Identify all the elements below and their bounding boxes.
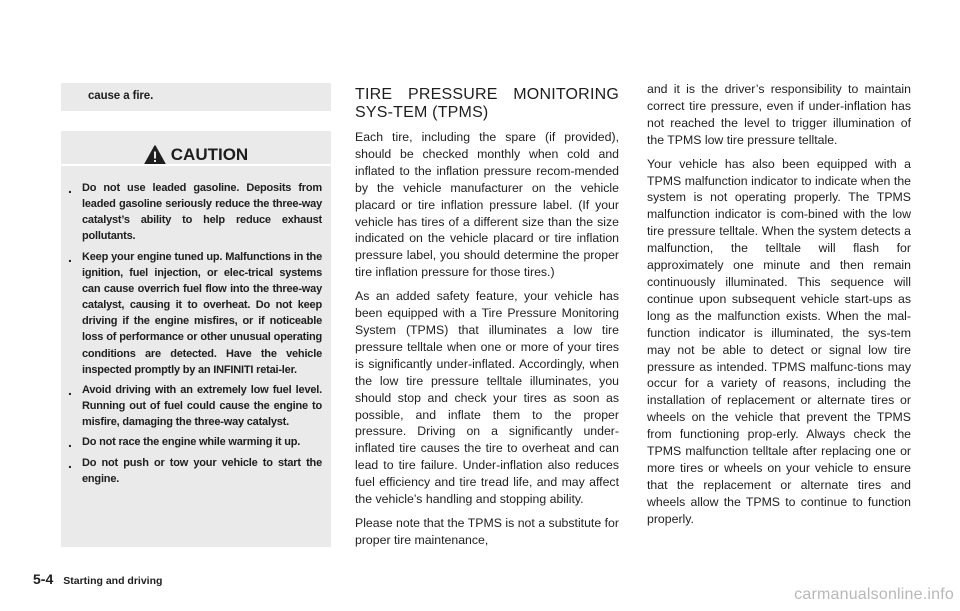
bullet-dot: .: [68, 381, 72, 398]
caution-bullet-text: Do not race the engine while warming it up.: [82, 436, 301, 449]
caution-bullet-text: Keep your engine tuned up. Malfunctions in the ignition, fuel injection, or elec-trical systems can cause overrich fuel flow into the three-way catalyst, causing it to overheat. Do not keep driving if the engine misfires, or if noticeable loss of performance or other unusual operating conditions are detected. Have the vehicle inspected promptly by an INFINITI retai-ler.: [82, 250, 322, 376]
body-paragraph: Each tire, including the spare (if provided), should be checked monthly when cold and inflated to the inflation pressure recom-mended by the vehicle manufacturer on the vehicle placard or tire inflation pressure label. (If your vehicle has tires of a different size than the size indicated on the vehicle placard or tire inflation pressure label, you should determine the proper tire inflation pressure for those tires.): [355, 130, 619, 280]
page-footer: [33, 571, 162, 587]
bullet-dot: .: [68, 434, 72, 451]
body-paragraph: As an added safety feature, your vehicle has been equipped with a Tire Pressure Monitoring System (TPMS) that illuminates a low tire pressure telltale when one or more of your tires is significantly under-inflated. Accordingly, when the low tire pressure telltale illuminates, you should stop and check your tires as soon as possible, and inflate them to the proper pressure. Driving on a significantly under-inflated tire causes the tire to overheat and can lead to tire failure. Under-inflation also reduces fuel efficiency and tire tread life, and may affect the vehicle’s handling and stopping ability.: [355, 289, 619, 507]
body-paragraph: and it is the driver’s responsibility to maintain correct tire pressure, even if under-inflation has not reached the level to trigger illumination of the TPMS low tire pressure telltale.: [647, 82, 911, 147]
body-paragraph: Please note that the TPMS is not a substitute for proper tire maintenance,: [355, 515, 619, 547]
right-column: [647, 81, 911, 535]
top-note-text: cause a fire.: [88, 90, 154, 102]
section-title: TIRE PRESSURE MONITORING SYS-TEM (TPMS): [355, 86, 619, 121]
bullet-dot: .: [68, 248, 72, 265]
caution-bullet-list: [66, 180, 322, 491]
watermark: carmanualsonline.info: [794, 586, 954, 603]
page-number: 5-4: [33, 571, 54, 587]
bullet-dot: .: [68, 180, 72, 196]
caution-bullet-item: [66, 382, 322, 430]
warning-triangle-icon: [144, 145, 166, 165]
caution-bullet-item: [66, 455, 322, 487]
caution-bullet-item: [66, 249, 322, 378]
caution-divider: [61, 164, 331, 166]
caution-bullet-text: Avoid driving with an extremely low fuel level. Running out of fuel could cause the engine to misfire, damaging the three-way catalyst.: [82, 383, 322, 429]
section-name: Starting and driving: [63, 575, 163, 587]
caution-bullet-text: Do not push or tow your vehicle to start the engine.: [82, 456, 322, 485]
bullet-dot: .: [68, 454, 72, 471]
caution-bullet-item: [66, 180, 322, 245]
caution-bullet-text: Do not use leaded gasoline. Deposits from leaded gasoline seriously reduce the three-way catalyst’s ability to help reduce exhaust pollutants.: [82, 182, 322, 243]
caution-title: CAUTION: [170, 145, 249, 164]
body-paragraph: Your vehicle has also been equipped with a TPMS malfunction indicator to indicate when the system is not operating properly. The TPMS malfunction indicator is com-bined with the low tire pressure telltale. When the system detects a malfunction, the telltale will flash for approximately one minute and then remain continuously illuminated. This sequence will continue upon subsequent vehicle start-ups as long as the malfunction exists. When the mal-function indicator is illuminated, the sys-tem may not be able to detect or signal low tire pressure as intended. TPMS malfunc-tions may occur for a variety of reasons, including the installation of replacement or alternate tires or wheels on the vehicle that prevent the TPMS from functioning prop-erly. Always check the TPMS malfunction telltale after replacing one or more tires or wheels on your vehicle to ensure that the replacement or alternate tires and wheels allow the TPMS to continue to function properly.: [647, 156, 911, 526]
middle-column: [355, 81, 619, 556]
caution-bullet-item: [66, 434, 322, 450]
